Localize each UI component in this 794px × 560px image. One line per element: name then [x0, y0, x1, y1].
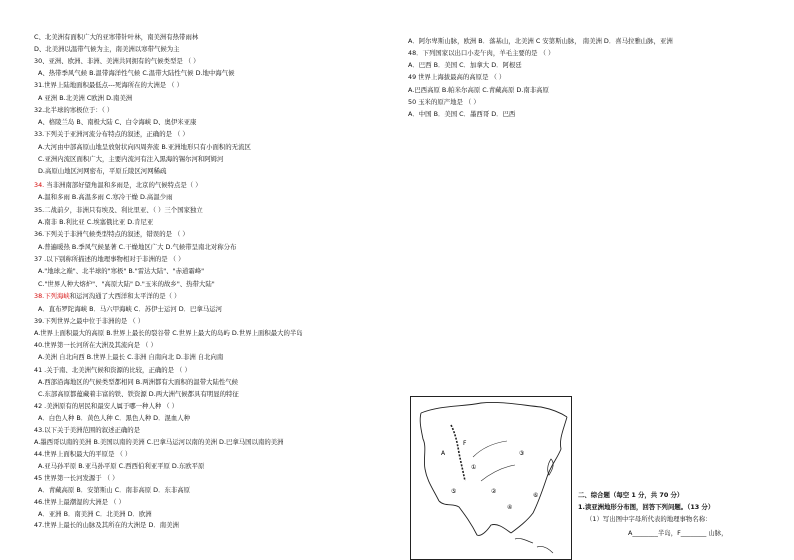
- left-question-line: D、北美洲以温带气候为主，南美洲以寒带气候为主: [34, 45, 180, 53]
- right-question-line: 49 世界上海拔最高的高原是 （ ）: [408, 73, 506, 81]
- question-text: 当非洲南部好望角温和多雨是，北京的气候特点是（ ）: [44, 181, 202, 189]
- left-question-line: A.普遍暖热 B.季风气候显著 C.干燥地区广大 D.气候带呈南北对称分布: [38, 243, 237, 251]
- river-2: [481, 465, 515, 481]
- left-question-line: 45 世界第一长河发源于 （ ）: [34, 474, 119, 482]
- section-title: 二、综合题（每空 1 分，共 70 分）: [578, 491, 684, 499]
- left-question-line: 40.世界第一长河所在大洲及其流向是 （ ）: [34, 341, 157, 349]
- fill-blank-line: A________半岛，F________ 山脉，: [628, 529, 728, 537]
- left-question-line: 32.北半球的寒极位于：（ ）: [34, 106, 114, 114]
- left-question-line: A.西部沿海地区的气候类型都相同 B.两洲都有大面积的温带大陆性气候: [38, 378, 239, 386]
- highlighted-number: 38.下列海峡: [34, 292, 70, 300]
- left-question-line: 41 .关于南、北美洲气候和资源的比较，正确的是 （ ）: [34, 366, 191, 374]
- left-question-line: 31.世界上陆地面积最低点---死海所在的大洲是 （ ）: [34, 81, 183, 89]
- left-question-line: A."地球之巅"、北半球的"寒极" B."雷达大陆"、"赤道霜峰": [38, 267, 205, 275]
- left-question-line: [34, 181, 202, 189]
- question-1-sub: （1）写出图中字母所代表的地理事物名称：: [586, 515, 712, 523]
- left-question-line: A 亚洲 B.北美洲 C欧洲 D.南美洲: [38, 94, 133, 102]
- map-label-4: ④: [507, 504, 513, 511]
- left-question-line: 43.以下关于美洲范围的叙述正确的是: [34, 426, 141, 434]
- left-question-line: C.亚洲内流区面积广大，主要内流河有注入黑海的锡尔河和阿姆河: [38, 155, 224, 163]
- coastline-south: [439, 501, 511, 535]
- map-label-2: ②: [491, 488, 497, 495]
- left-question-line: C、北美洲有面积广大的亚寒带针叶林，南美洲有热带雨林: [34, 33, 199, 41]
- question-1-title: 1.读亚洲地形分布图，回答下列问题。（13 分）: [578, 503, 715, 511]
- left-question-line: A.墨西哥以南的美洲 B.美国以南的美洲 C.巴拿马运河以南的美洲 D.巴拿马国以南的美洲: [34, 438, 284, 446]
- left-question-line: [34, 292, 180, 300]
- right-question-line: 48．下列国家以出口小麦午肉，羊毛主要的是 （ ）: [408, 49, 555, 57]
- question-text: 和运河沟通了大西洋和太平洋的是（ ）: [69, 292, 181, 300]
- left-question-line: 47.世界上最长的山脉及其所在的大洲是 D．南美洲: [34, 521, 179, 529]
- coastline-west: [420, 413, 439, 501]
- left-question-line: 44.世界上面积最大的平原是 （ ）: [34, 450, 132, 458]
- coastline-east: [511, 417, 567, 533]
- map-label-f: F: [463, 440, 467, 447]
- left-question-line: 33.下列关于亚洲河流分布特点的叙述，正确的是 （ ）: [34, 130, 189, 138]
- right-question-line: A.巴西高原 B.帕米尔高原 C.青藏高原 D.南非高原: [408, 86, 549, 94]
- left-question-line: A．白色人种 B．黄色人种 C．黑色人种 D．混血人种: [38, 414, 191, 422]
- left-question-line: D.高原山地区河网密布，平原丘陵区河网稀疏: [38, 167, 167, 175]
- left-question-line: 46.世界上最潮湿的大洲是 （ ）: [34, 498, 125, 506]
- map-label-3: ③: [519, 450, 525, 457]
- map-label-1: ①: [471, 464, 477, 471]
- left-question-line: 30、亚洲、欧洲、非洲、美洲共同拥有的气候类型是 （ ）: [34, 57, 200, 65]
- left-question-line: 37 .以下别称所描述的地理事物相对于非洲的是 （ ）: [34, 255, 185, 263]
- map-label-5: ⑤: [451, 488, 457, 495]
- left-question-line: 36.下列关于非洲气候类型特点的叙述，错误的是 （ ）: [34, 230, 189, 238]
- left-question-line: 42 .美洲原有的居民和最安人属于哪一种人种 （ ）: [34, 402, 179, 410]
- left-question-line: 35.二战前夕，非洲只有埃及、利比里亚、（ ）三个国家独立: [34, 206, 203, 214]
- mountain-range-f: [451, 425, 465, 481]
- left-question-line: A.南非 B.利比亚 C.埃塞俄比亚 D.肯尼亚: [38, 218, 154, 226]
- left-question-line: A．亚洲 B．南美洲 C．北美洲 D．欧洲: [38, 510, 152, 518]
- left-question-line: A.世界上面积最大的高原 B.世界上最长的裂谷带 C.世界上最大的岛屿 D.世界上面积最大的半岛: [34, 329, 303, 337]
- left-question-line: 39.下列世界之最中位于非洲的是 （ ）: [34, 317, 145, 325]
- archipelago: [515, 538, 553, 553]
- right-question-line: A．巴西 B．美国 C．加拿大 D．阿根廷: [408, 61, 522, 69]
- left-question-line: A.亚马孙平原 B.亚马孙平原 C.西西伯利亚平原 D.东欧平原: [38, 462, 205, 470]
- left-question-line: A、格陵兰岛 B、南极大陆 C、白令海峡 D、奥伊米亚康: [38, 118, 197, 126]
- right-question-line: A．阿尔卑斯山脉，欧洲 B．落基山，北美洲 C 安第斯山脉， 南美洲 D．喜马拉雅山脉，亚洲: [408, 37, 673, 45]
- left-question-line: A．直布罗陀海峡 B．马六甲海峡 C．苏伊士运河 D．巴拿马运河: [38, 305, 222, 313]
- coastline-north: [421, 402, 567, 417]
- left-question-line: C."世界人种大熔炉"、"高原大陆" D."玉米的故乡"、热带大陆": [38, 280, 215, 288]
- right-question-line: 50 玉米的原产地是 （ ）: [408, 98, 480, 106]
- map-label-6: ⑥: [533, 492, 539, 499]
- map-label-a: A: [441, 450, 446, 457]
- highlighted-number: 34.: [34, 181, 45, 189]
- asia-map-svg: [411, 397, 572, 560]
- asia-map: [410, 396, 572, 560]
- left-question-line: A.温和多雨 B.高温多雨 C.寒冷干燥 D.高温少雨: [38, 193, 173, 201]
- left-question-line: C.东部高原都蕴藏着丰富的铁、铁资源 D.两大洲气候都具有明显的特征: [38, 390, 239, 398]
- left-question-line: A．青藏高原 B．安第斯山 C．南非高原 D．东非高原: [38, 486, 191, 494]
- left-question-line: A.大河由中部高原山地呈放射状向四周奔流 B.亚洲地形只有小面积的无流区: [38, 143, 251, 151]
- right-question-line: A．中国 B．美国 C．墨西哥 D．巴西: [408, 110, 516, 118]
- left-question-line: A、热带季风气候 B.温带海洋性气候 C.温带大陆性气候 D.地中海气候: [38, 69, 235, 77]
- river-1: [473, 441, 507, 457]
- left-question-line: A.美洲 自北向西 B.世界上最长 C.非洲 自南向北 D.非洲 自北向南: [38, 353, 224, 361]
